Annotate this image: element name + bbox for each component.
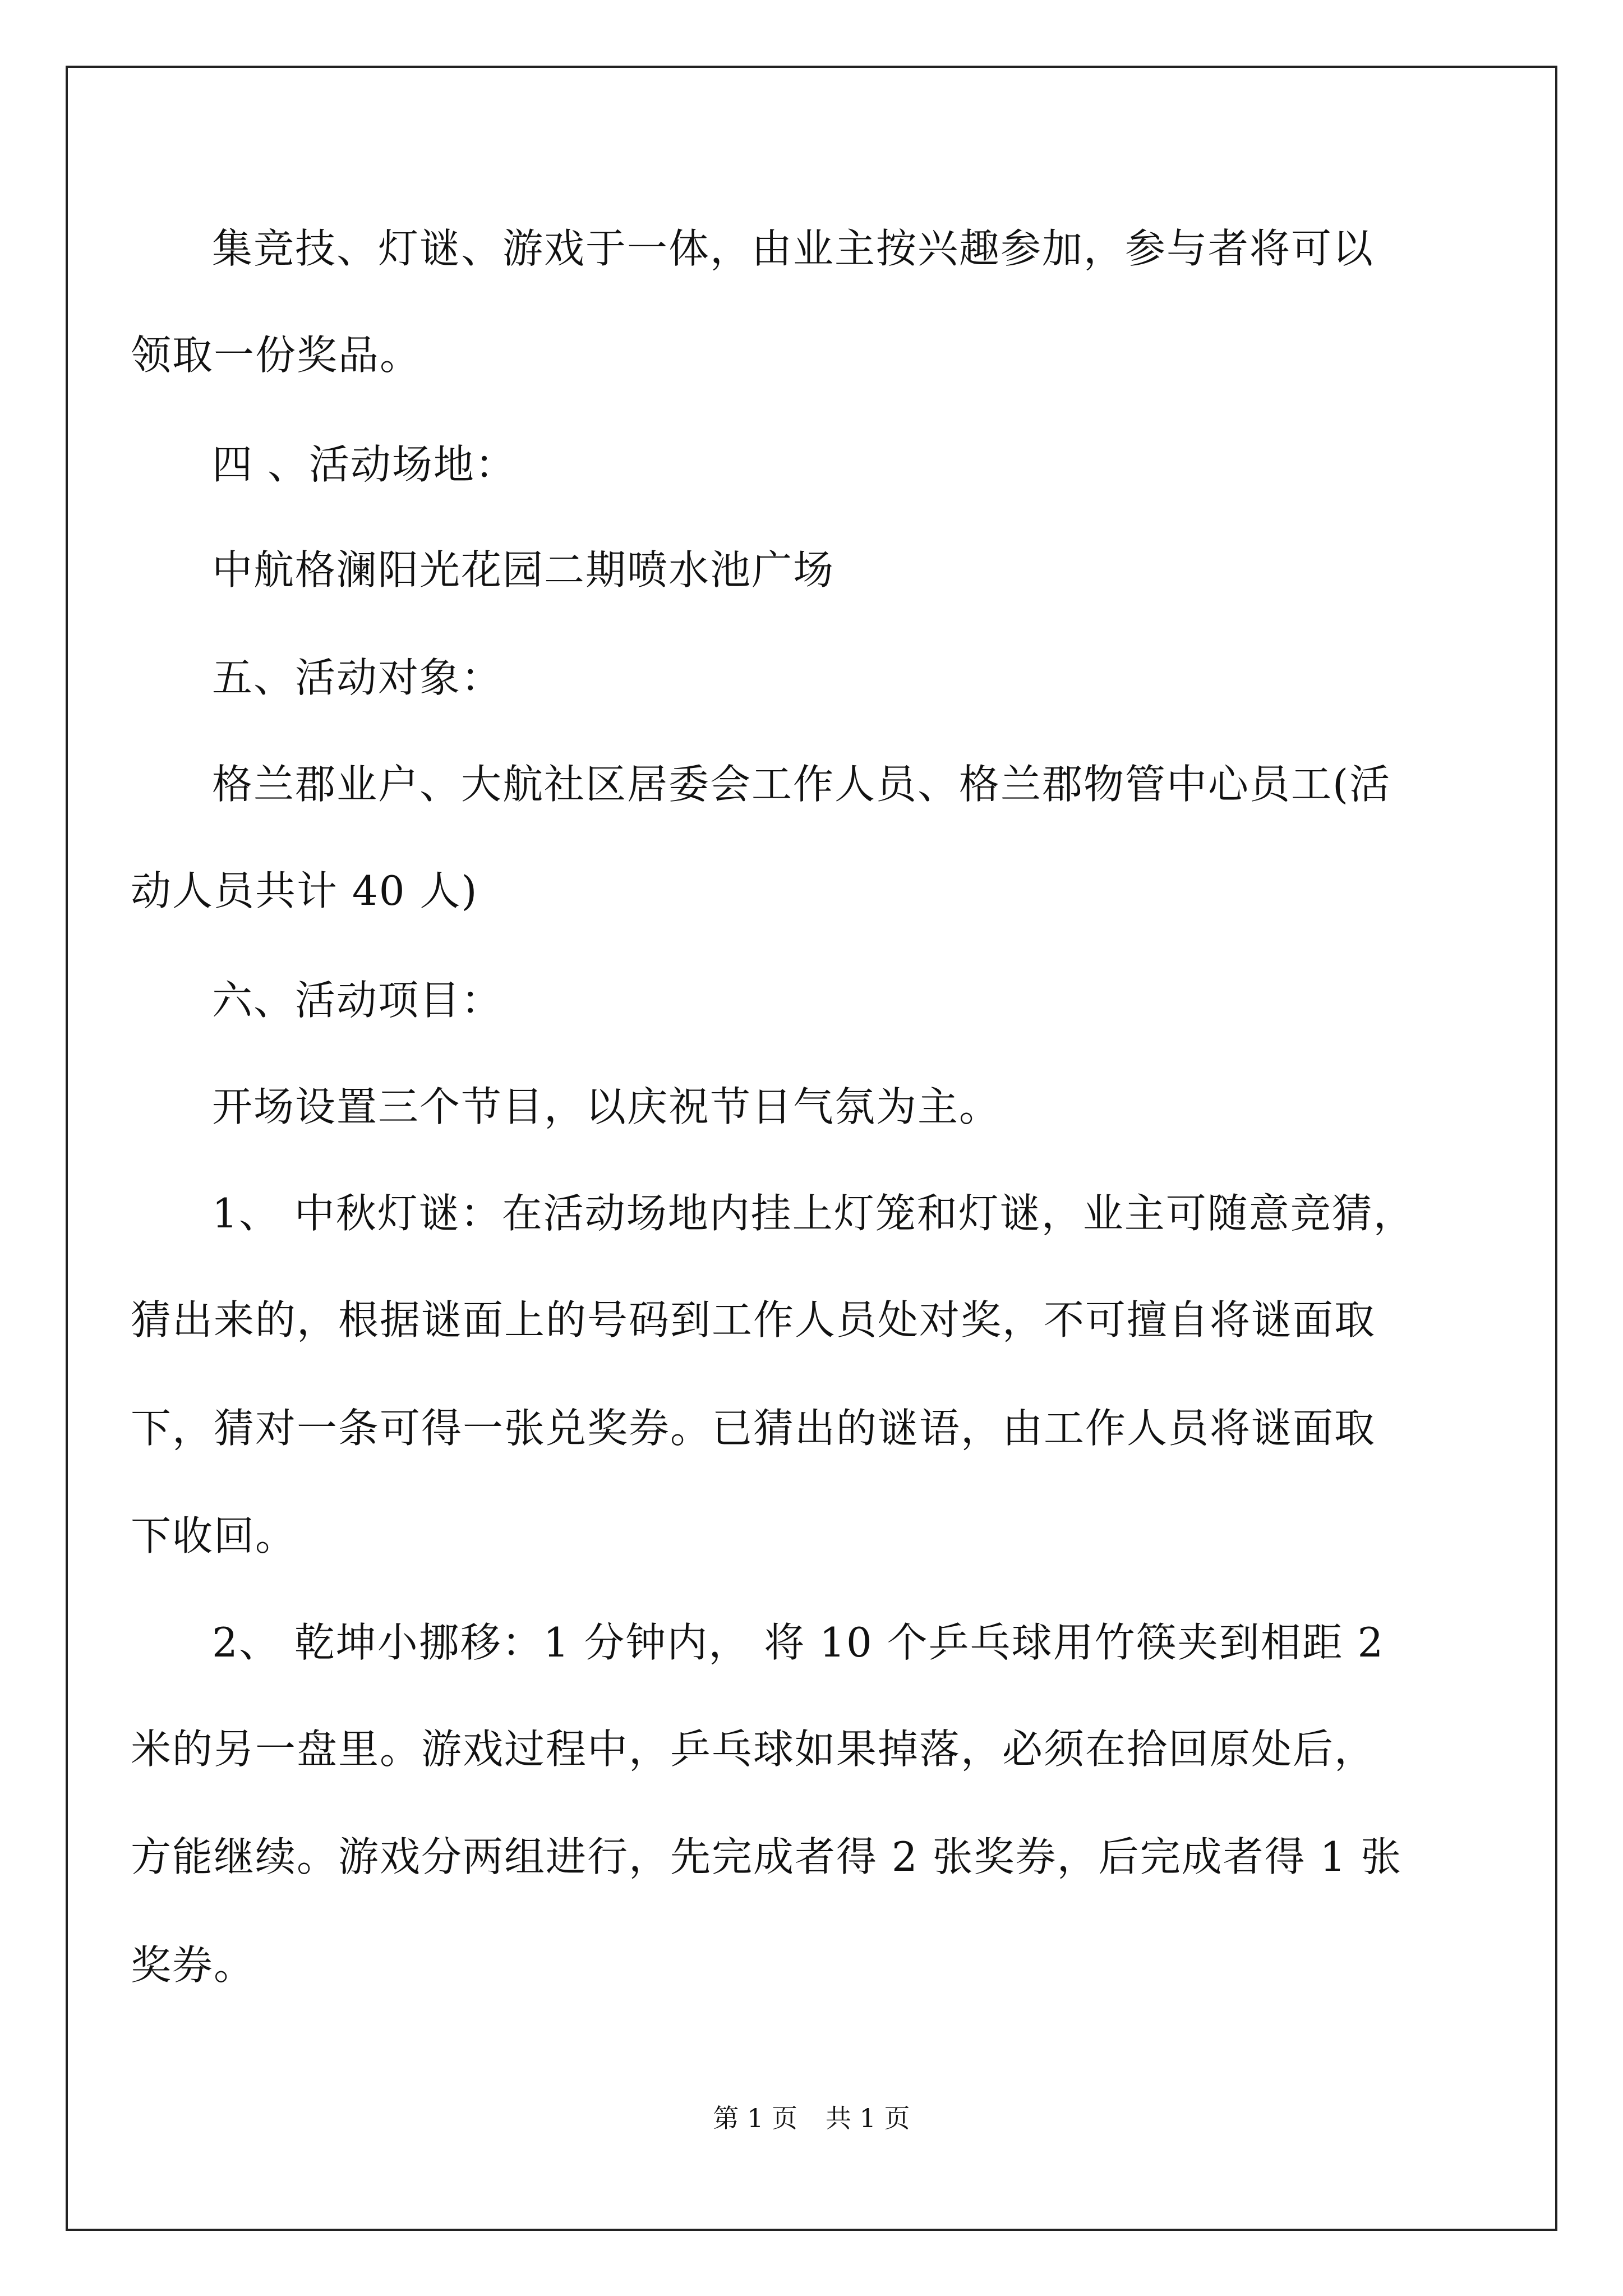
- text-line: 奖券。: [131, 1941, 256, 1989]
- list-item-2: 2、 乾坤小挪移：1 分钟内， 将 10 个乒乓球用竹筷夹到相距 2: [212, 1619, 1385, 1666]
- text-line: 方能继续。游戏分两组进行，先完成者得 2 张奖券，后完成者得 1 张: [131, 1833, 1403, 1880]
- page-total: 共 1 页: [826, 2103, 910, 2133]
- text-line: 动人员共计 40 人): [131, 867, 478, 914]
- text-line: 下，猜对一条可得一张兑奖券。已猜出的谜语，由工作人员将谜面取: [131, 1405, 1376, 1452]
- text-line: 开场设置三个节目，以庆祝节日气氛为主。: [212, 1083, 1001, 1130]
- text-line: 中航格澜阳光花园二期喷水池广场: [212, 546, 835, 593]
- text-line: 格兰郡业户、大航社区居委会工作人员、格兰郡物管中心员工(活: [212, 761, 1391, 808]
- page-border: [66, 66, 1557, 2231]
- section-heading: 五、活动对象：: [212, 654, 503, 701]
- section-heading: 六、活动项目：: [212, 977, 503, 1024]
- text-line: 米的另一盘里。游戏过程中，乒乓球如果掉落，必须在拾回原处后，: [131, 1726, 1376, 1773]
- text-line: 猜出来的，根据谜面上的号码到工作人员处对奖，不可擅自将谜面取: [131, 1296, 1376, 1343]
- text-line: 下收回。: [131, 1512, 297, 1559]
- text-line: 集竞技、灯谜、游戏于一体，由业主按兴趣参加，参与者将可以: [212, 225, 1375, 272]
- text-line: 领取一份奖品。: [131, 332, 422, 379]
- page-number: 第 1 页: [713, 2103, 797, 2133]
- list-item-1: 1、 中秋灯谜：在活动场地内挂上灯笼和灯谜，业主可随意竞猜，: [212, 1190, 1415, 1237]
- page-footer: [0, 2101, 1623, 2135]
- section-heading: 四 、活动场地：: [212, 441, 517, 488]
